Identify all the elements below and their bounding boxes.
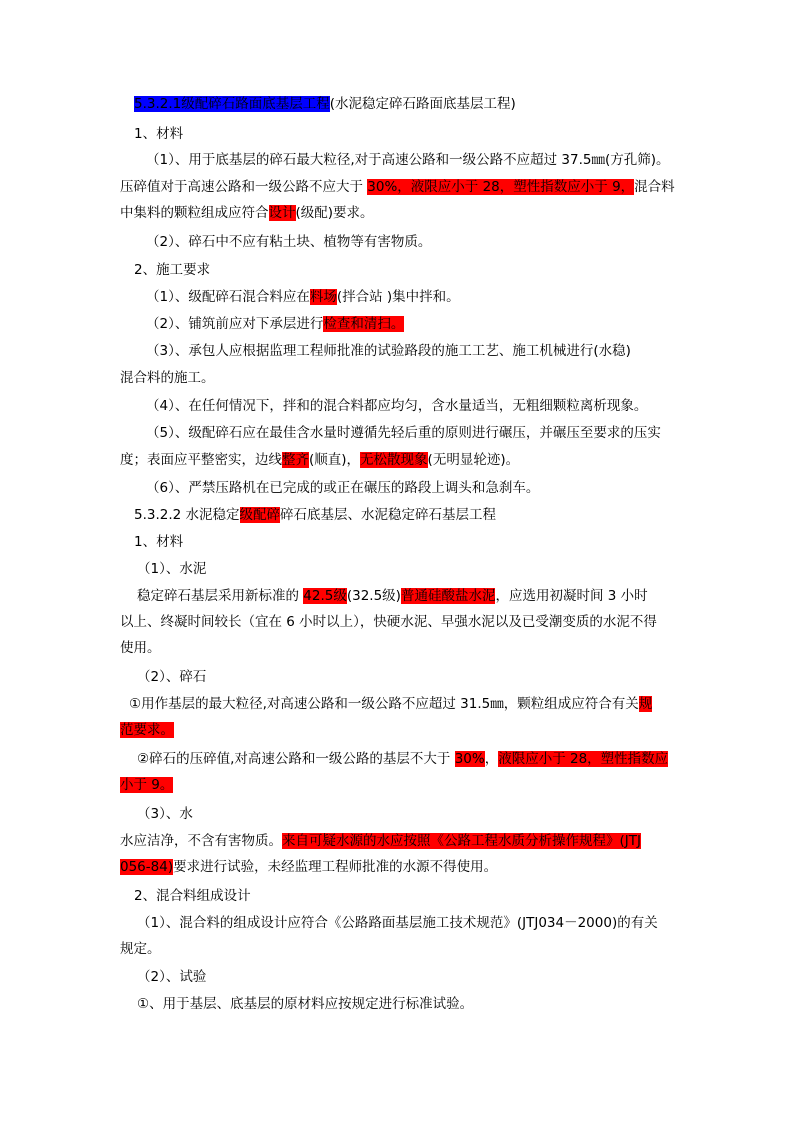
paragraph-line [120,775,173,795]
paragraph-line: 使用。 [120,640,161,656]
highlight-red: 056-84) [120,859,174,875]
paragraph-line: ②碎石的压碎值,对高速公路和一级公路的基层不大于 30%，液限应小于 28，塑性指数应 [137,751,669,767]
highlight-red: 范要求。 [120,722,174,738]
paragraph-line: （4）、在任何情况下，拌和的混合料都应均匀，含水量适当，无粗细颗粒离析现象。 [146,398,648,414]
paragraph-line: 度；表面应平整密实，边线整齐(顺直)，无松散现象(无明显轮迹)。 [120,452,520,468]
highlight-red: 30% [454,751,485,767]
highlight-red: 42.5级 [303,588,347,604]
paragraph-line: ①用作基层的最大粒径,对高速公路和一级公路不应超过 31.5㎜，颗粒组成应符合有关规 [129,696,653,712]
highlight-red: 无松散现象 [360,452,428,468]
section-heading: 5.3.2.2 水泥稳定级配碎碎石底基层、水泥稳定碎石基层工程 [134,507,497,523]
subheading-materials: 1、材料 [134,534,184,550]
subheading-mix-design: 2、混合料组成设计 [134,888,251,904]
paragraph-line: 水应洁净，不含有害物质。来自可疑水源的水应按照《公路工程水质分析操作规程》(JTJ [120,833,641,849]
paragraph-line: 056-84)要求进行试验，未经监理工程师批准的水源不得使用。 [120,859,498,875]
subheading-water: （3）、水 [137,806,193,822]
paragraph-line: （2）、铺筑前应对下承层进行检查和清扫。 [146,316,405,332]
paragraph-line: （3）、承包人应根据监理工程师批准的试验路段的施工工艺、施工机械进行(水稳) [146,343,631,359]
highlight-red: 检查和清扫。 [323,316,405,332]
paragraph-line: 以上、终凝时间较长（宜在 6 小时以上），快硬水泥、早强水泥以及已受潮变质的水泥不得 [120,614,657,630]
highlight-red: 规 [638,696,653,712]
subheading-gravel: （2）、碎石 [137,669,207,685]
section-heading: 5.3.2.1级配碎石路面底基层工程(水泥稳定碎石路面底基层工程) [134,96,516,112]
paragraph-line: 混合料的施工。 [120,370,215,386]
paragraph-line: 稳定碎石基层采用新标准的 42.5级(32.5级)普通硅酸盐水泥，应选用初凝时间 3 小时 [137,588,648,604]
highlight-red: 来自可疑水源的水应按照《公路工程水质分析操作规程》(JTJ [282,833,641,849]
paragraph-line: 压碎值对于高速公路和一级公路不应大于 30%，液限应小于 28，塑性指数应小于 9，混合料 [120,179,675,195]
paragraph-line: （6）、严禁压路机在已完成的或正在碾压的路段上调头和急刹车。 [146,480,540,496]
paragraph-line: 规定。 [120,941,161,957]
subheading-cement: （1）、水泥 [137,561,207,577]
paragraph-line [120,720,174,740]
subheading-testing: （2）、试验 [137,969,207,985]
paragraph-line: （2）、碎石中不应有粘土块、植物等有害物质。 [146,234,432,250]
highlight-blue: 5.3.2.1级配碎石路面底基层工程 [134,96,330,112]
paragraph-line: （1）、用于底基层的碎石最大粒径,对于高速公路和一级公路不应超过 37.5㎜(方孔筛)。 [146,152,670,168]
paragraph-line: （5）、级配碎石应在最佳含水量时遵循先轻后重的原则进行碾压，并碾压至要求的压实 [146,425,661,441]
highlight-red: 整齐 [282,452,309,468]
subheading-construction: 2、施工要求 [134,262,211,278]
highlight-red: 液限应小于 28，塑性指数应 [498,751,669,767]
highlight-red: 设计 [268,205,296,221]
paragraph-line: ①、用于基层、底基层的原材料应按规定进行标准试验。 [137,996,474,1012]
highlight-red: 级配碎 [239,507,281,523]
highlight-red: 料场 [309,289,337,305]
paragraph-line: 中集料的颗粒组成应符合设计(级配)要求。 [120,205,374,221]
subheading-materials: 1、材料 [134,126,184,142]
highlight-red: 30%，液限应小于 28，塑性指数应小于 9， [367,179,635,195]
paragraph-line: （1）、级配碎石混合料应在料场(拌合站 )集中拌和。 [146,289,460,305]
paragraph-line: （1）、混合料的组成设计应符合《公路路面基层施工技术规范》(JTJ034－2000)的有关 [137,915,658,931]
highlight-red: 小于 9。 [120,777,174,793]
highlight-red: 普通硅酸盐水泥 [400,588,496,604]
